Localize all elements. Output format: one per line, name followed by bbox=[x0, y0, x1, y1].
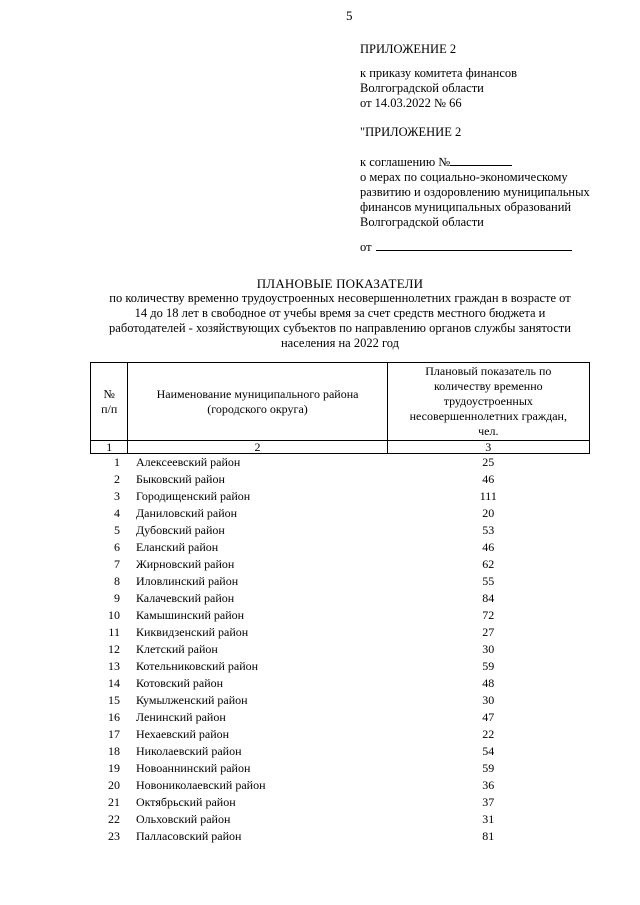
row-number: 23 bbox=[107, 829, 120, 843]
table-row bbox=[91, 726, 590, 743]
row-plan-value: 72 bbox=[482, 608, 495, 622]
table-row bbox=[91, 794, 590, 811]
row-number: 2 bbox=[113, 472, 120, 486]
row-district-name: Жирновский район bbox=[135, 557, 235, 571]
row-number: 14 bbox=[107, 676, 120, 690]
header-number bbox=[91, 363, 128, 441]
table-row bbox=[91, 692, 590, 709]
row-plan-value: 59 bbox=[482, 659, 495, 673]
table-row bbox=[91, 709, 590, 726]
row-number: 21 bbox=[107, 795, 120, 809]
header-name-line-1: Наименование муниципального района bbox=[156, 386, 359, 401]
row-number: 17 bbox=[107, 727, 120, 741]
agreement-date-line bbox=[360, 239, 630, 255]
table-row bbox=[91, 760, 590, 777]
row-number: 18 bbox=[107, 744, 120, 758]
row-number: 8 bbox=[113, 574, 120, 588]
table-row bbox=[91, 522, 590, 539]
row-district-name: Киквидзенский район bbox=[135, 625, 249, 639]
row-plan-value: 31 bbox=[482, 812, 495, 826]
row-plan-value: 84 bbox=[482, 591, 495, 605]
row-district-name: Иловлинский район bbox=[135, 574, 239, 588]
row-district-name: Котельниковский район bbox=[135, 659, 259, 673]
table-row bbox=[91, 471, 590, 488]
table-row bbox=[91, 777, 590, 794]
table-row bbox=[91, 539, 590, 556]
row-number: 15 bbox=[107, 693, 120, 707]
page-number: 5 bbox=[346, 8, 353, 23]
row-number: 5 bbox=[113, 523, 120, 537]
row-district-name: Быковский район bbox=[135, 472, 225, 486]
row-number: 22 bbox=[107, 812, 120, 826]
appendix-order-line: к приказу комитета финансов bbox=[360, 66, 518, 80]
row-district-name: Кумылженский район bbox=[135, 693, 248, 707]
row-district-name: Октябрьский район bbox=[135, 795, 236, 809]
row-plan-value: 59 bbox=[482, 761, 495, 775]
table-row bbox=[91, 556, 590, 573]
row-district-name: Городищенский район bbox=[135, 489, 251, 503]
agreement-subject-line-3: финансов муниципальных образований bbox=[360, 200, 572, 214]
row-number: 20 bbox=[107, 778, 120, 792]
agreement-date-prefix: от bbox=[360, 240, 372, 254]
row-plan-value: 20 bbox=[482, 506, 495, 520]
row-number: 13 bbox=[107, 659, 120, 673]
row-number: 16 bbox=[107, 710, 120, 724]
row-district-name: Еланский район bbox=[135, 540, 219, 554]
heading-line-3: работодателей - хозяйствующих субъектов по направлению органов службы занятости bbox=[109, 321, 571, 335]
table-row bbox=[91, 641, 590, 658]
row-plan-value: 30 bbox=[482, 642, 495, 656]
header-plan-line-3: трудоустроенных bbox=[443, 394, 533, 408]
table-row bbox=[91, 505, 590, 522]
header-plan-line-1: Плановый показатель по bbox=[425, 364, 552, 378]
row-number: 4 bbox=[113, 506, 120, 520]
row-number: 10 bbox=[107, 608, 120, 622]
table-row bbox=[91, 488, 590, 505]
indicators-table bbox=[90, 362, 590, 845]
agreement-number-blank bbox=[450, 154, 512, 166]
row-district-name: Котовский район bbox=[135, 676, 224, 690]
table-body bbox=[91, 454, 590, 846]
header-district-name bbox=[128, 363, 387, 441]
row-plan-value: 81 bbox=[482, 829, 495, 843]
row-district-name: Даниловский район bbox=[135, 506, 238, 520]
row-plan-value: 30 bbox=[482, 693, 495, 707]
row-number: 12 bbox=[107, 642, 120, 656]
row-plan-value: 27 bbox=[482, 625, 495, 639]
agreement-subject-line-1: о мерах по социально-экономическому bbox=[360, 170, 568, 184]
row-district-name: Новониколаевский район bbox=[135, 778, 266, 792]
header-name-line-2: (городского округа) bbox=[207, 401, 308, 416]
row-number: 9 bbox=[113, 591, 120, 605]
row-plan-value: 62 bbox=[482, 557, 495, 571]
row-plan-value: 46 bbox=[482, 472, 495, 486]
row-number: 1 bbox=[113, 455, 120, 469]
row-number: 11 bbox=[108, 625, 120, 639]
table-row bbox=[91, 828, 590, 845]
appendix-block bbox=[360, 42, 630, 255]
header-plan-line-2: количеству временно bbox=[433, 379, 543, 393]
row-plan-value: 53 bbox=[482, 523, 495, 537]
row-plan-value: 25 bbox=[482, 455, 495, 469]
row-plan-value: 48 bbox=[482, 676, 495, 690]
row-plan-value: 55 bbox=[482, 574, 495, 588]
inner-appendix-title: "ПРИЛОЖЕНИЕ 2 bbox=[360, 125, 462, 139]
row-district-name: Николаевский район bbox=[135, 744, 242, 758]
table-row bbox=[91, 454, 590, 472]
row-district-name: Новоаннинский район bbox=[135, 761, 251, 775]
row-district-name: Ольховский район bbox=[135, 812, 231, 826]
row-plan-value: 46 bbox=[482, 540, 495, 554]
row-district-name: Клетский район bbox=[135, 642, 218, 656]
row-plan-value: 54 bbox=[482, 744, 495, 758]
table-row bbox=[91, 811, 590, 828]
agreement-date-blank bbox=[376, 239, 572, 251]
header-plan-line-5: чел. bbox=[478, 424, 499, 438]
row-plan-value: 47 bbox=[482, 710, 495, 724]
column-index-3: 3 bbox=[387, 441, 589, 454]
row-district-name: Палласовский район bbox=[135, 829, 242, 843]
table-row bbox=[91, 607, 590, 624]
appendix-region-line: Волгоградской области bbox=[360, 81, 484, 95]
row-district-name: Ленинский район bbox=[135, 710, 226, 724]
agreement-subject-line-2: развитию и оздоровлению муниципальных bbox=[360, 185, 590, 199]
table-row bbox=[91, 624, 590, 641]
table-row bbox=[91, 573, 590, 590]
row-district-name: Алексеевский район bbox=[135, 455, 241, 469]
row-plan-value: 111 bbox=[479, 489, 497, 503]
appendix-date-line: от 14.03.2022 № 66 bbox=[360, 96, 462, 110]
row-number: 6 bbox=[113, 540, 120, 554]
row-number: 3 bbox=[113, 489, 120, 503]
column-index-1: 1 bbox=[91, 441, 128, 454]
agreement-prefix: к соглашению № bbox=[360, 155, 451, 169]
header-plan-line-4: несовершеннолетних граждан, bbox=[409, 409, 567, 423]
table-row bbox=[91, 590, 590, 607]
row-plan-value: 22 bbox=[482, 727, 495, 741]
row-plan-value: 37 bbox=[482, 795, 495, 809]
header-number-line-1: № bbox=[103, 386, 115, 401]
column-index-row bbox=[91, 441, 590, 454]
row-number: 7 bbox=[113, 557, 120, 571]
appendix-title: ПРИЛОЖЕНИЕ 2 bbox=[360, 42, 457, 56]
table-row bbox=[91, 675, 590, 692]
header-number-line-2: п/п bbox=[101, 401, 118, 416]
row-district-name: Дубовский район bbox=[135, 523, 225, 537]
heading-line-4: населения на 2022 год bbox=[280, 336, 400, 350]
table-row bbox=[91, 658, 590, 675]
row-plan-value: 36 bbox=[482, 778, 495, 792]
row-district-name: Нехаевский район bbox=[135, 727, 230, 741]
row-district-name: Камышинский район bbox=[135, 608, 245, 622]
document-heading bbox=[90, 276, 590, 351]
row-number: 19 bbox=[107, 761, 120, 775]
agreement-number-line bbox=[360, 154, 630, 170]
table-header-row bbox=[91, 363, 590, 441]
agreement-subject-line-4: Волгоградской области bbox=[360, 215, 484, 229]
row-district-name: Калачевский район bbox=[135, 591, 235, 605]
table-row bbox=[91, 743, 590, 760]
column-index-2: 2 bbox=[128, 441, 387, 454]
heading-line-1: по количеству временно трудоустроенных несовершеннолетних граждан в возрасте от bbox=[109, 291, 571, 305]
heading-line-2: 14 до 18 лет в свободное от учебы время за счет средств местного бюджета и bbox=[134, 306, 546, 320]
header-plan-indicator bbox=[387, 363, 589, 441]
heading-title: ПЛАНОВЫЕ ПОКАЗАТЕЛИ bbox=[256, 276, 424, 291]
